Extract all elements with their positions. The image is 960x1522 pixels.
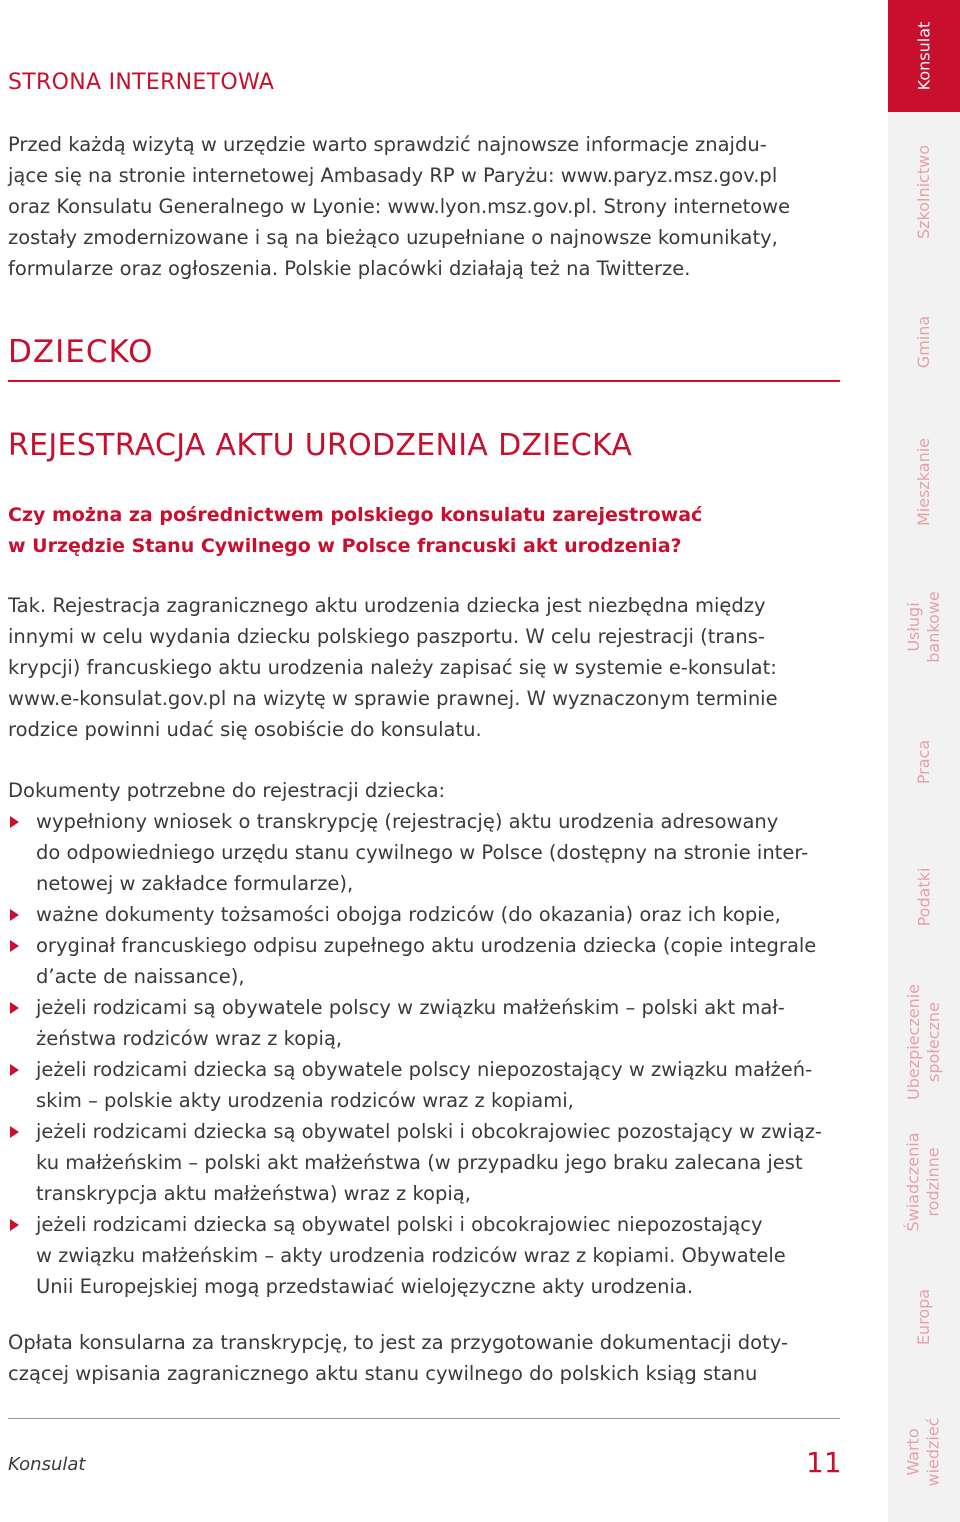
- tab-swiadczenia-rodzinne[interactable]: Świadczenia rodzinne: [904, 1132, 944, 1232]
- arrow-bullet-icon: [10, 940, 19, 952]
- answer-line: innymi w celu wydania dziecku polskiego paszportu. W celu rejestracji (trans-: [8, 625, 765, 648]
- heading-divider: [8, 380, 840, 382]
- tab-mieszkanie[interactable]: Mieszkanie: [914, 437, 934, 527]
- list-item: jeżeli rodzicami dziecka są obywatele polscy niepozostający w związku małżeń- skim – polskie akty urodzenia rodziców wraz z kopiami,: [8, 1054, 844, 1116]
- question-line: Czy można za pośrednictwem polskiego konsulatu zarejestrować: [8, 504, 703, 526]
- paragraph-line: oraz Konsulatu Generalnego w Lyonie: www.lyon.msz.gov.pl. Strony internetowe: [8, 195, 791, 218]
- documents-list: [8, 806, 844, 1302]
- list-item: jeżeli rodzicami dziecka są obywatel polski i obcokrajowiec pozostający w związ- ku małżeńskim – polski akt małżeństwa (w przypadku jego braku zalecana jest transkrypcja aktu małżeństwa) wraz z kopią,: [8, 1116, 844, 1209]
- fee-line: Opłata konsularna za transkrypcję, to jest za przygotowanie dokumentacji doty-: [8, 1331, 788, 1354]
- paragraph-line: zostały zmodernizowane i są na bieżąco uzupełniane o najnowsze komunikaty,: [8, 226, 778, 249]
- paragraph-line: jące się na stronie internetowej Ambasady RP w Paryżu: www.paryz.msz.gov.pl: [8, 164, 778, 187]
- arrow-bullet-icon: [10, 1064, 19, 1076]
- question-line: w Urzędzie Stanu Cywilnego w Polsce francuski akt urodzenia?: [8, 535, 682, 557]
- tab-konsulat[interactable]: Konsulat: [888, 0, 960, 112]
- subheading: REJESTRACJA AKTU URODZENIA DZIECKA: [8, 428, 633, 463]
- answer-line: www.e-konsulat.gov.pl na wizytę w sprawie prawnej. W wyznaczonym terminie: [8, 687, 778, 710]
- tab-podatki[interactable]: Podatki: [914, 867, 933, 927]
- arrow-bullet-icon: [10, 816, 19, 828]
- fee-paragraph: [8, 1327, 844, 1389]
- section-title: STRONA INTERNETOWA: [8, 70, 275, 95]
- answer-paragraph: [8, 590, 844, 745]
- documents-intro: Dokumenty potrzebne do rejestracji dziecka:: [8, 779, 446, 802]
- tab-gmina[interactable]: Gmina: [914, 315, 933, 369]
- answer-line: krypcji) francuskiego aktu urodzenia należy zapisać się w systemie e-konsulat:: [8, 656, 777, 679]
- tab-warto-wiedziec[interactable]: Warto wiedzieć: [903, 1417, 943, 1487]
- arrow-bullet-icon: [10, 909, 19, 921]
- list-item: ważne dokumenty tożsamości obojga rodziców (do okazania) oraz ich kopie,: [8, 899, 844, 930]
- footer-section-label: Konsulat: [8, 1454, 86, 1475]
- answer-line: rodzice powinni udać się osobiście do konsulatu.: [8, 718, 482, 741]
- tab-europa[interactable]: Europa: [913, 1288, 933, 1346]
- paragraph-line: formularze oraz ogłoszenia. Polskie placówki działają też na Twitterze.: [8, 257, 691, 280]
- footer-divider: [8, 1418, 840, 1419]
- tab-uslugi-bankowe[interactable]: Usługi bankowe: [903, 591, 943, 663]
- chapter-heading: DZIECKO: [8, 334, 154, 370]
- tab-praca[interactable]: Praca: [913, 739, 933, 785]
- arrow-bullet-icon: [10, 1126, 19, 1138]
- section-tabs: [888, 0, 960, 1522]
- fee-line: czącej wpisania zagranicznego aktu stanu cywilnego do polskich ksiąg stanu: [8, 1362, 758, 1385]
- list-item: oryginał francuskiego odpisu zupełnego aktu urodzenia dziecka (copie integrale d’acte de naissance),: [8, 930, 844, 992]
- tab-szkolnictwo[interactable]: Szkolnictwo: [914, 144, 934, 240]
- arrow-bullet-icon: [10, 1219, 19, 1231]
- question: [8, 500, 844, 562]
- website-paragraph: [8, 129, 844, 284]
- answer-line: Tak. Rejestracja zagranicznego aktu urodzenia dziecka jest niezbędna między: [8, 594, 766, 617]
- list-item: wypełniony wniosek o transkrypcję (rejestrację) aktu urodzenia adresowany do odpowiedniego urzędu stanu cywilnego w Polsce (dostępny na stronie inter- netowej w zakładce formularze),: [8, 806, 844, 899]
- paragraph-line: Przed każdą wizytą w urzędzie warto sprawdzić najnowsze informacje znajdu-: [8, 133, 767, 156]
- list-item: jeżeli rodzicami dziecka są obywatel polski i obcokrajowiec niepozostający w związku małżeńskim – akty urodzenia rodziców wraz z kopiami. Obywatele Unii Europejskiej mogą przedstawiać wielojęzyczne akty urodzenia.: [8, 1209, 844, 1302]
- list-item: jeżeli rodzicami są obywatele polscy w związku małżeńskim – polski akt mał- żeństwa rodziców wraz z kopią,: [8, 992, 844, 1054]
- page-number: 11: [806, 1446, 842, 1479]
- arrow-bullet-icon: [10, 1002, 19, 1014]
- tab-ubezpieczenie-spoleczne[interactable]: Ubezpieczenie społeczne: [904, 983, 943, 1101]
